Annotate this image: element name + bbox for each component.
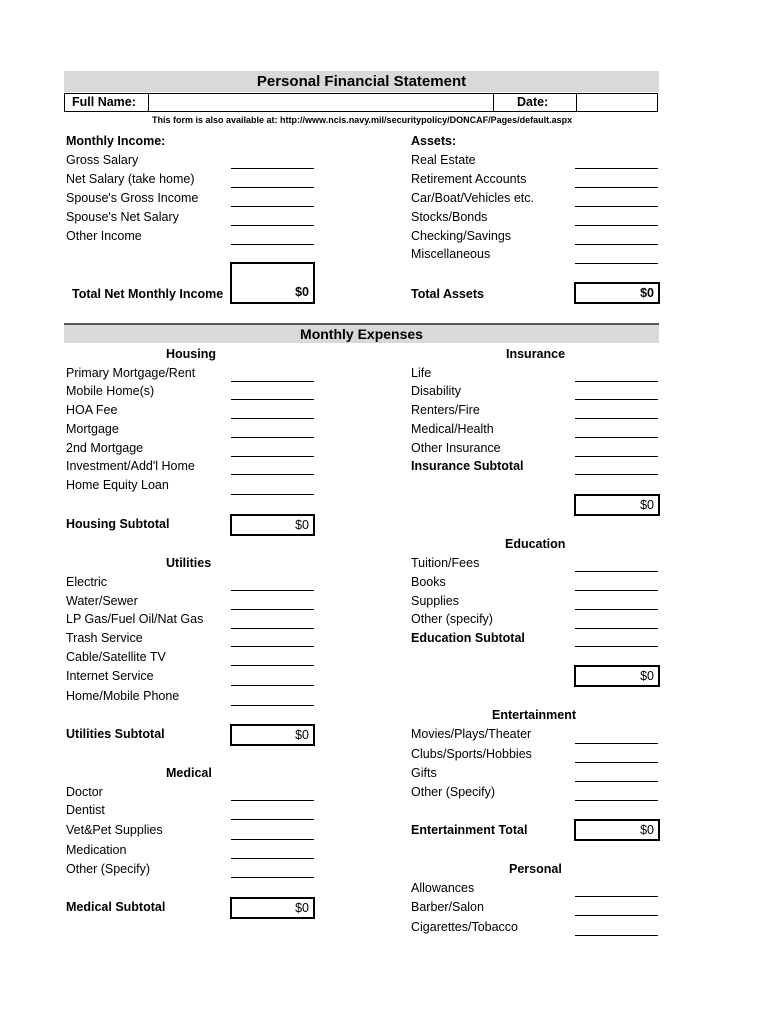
insurance-subtotal-box: $0: [574, 494, 660, 516]
education-item: Books: [411, 575, 446, 589]
education-input-line[interactable]: [575, 628, 658, 629]
housing-item: Mortgage: [66, 422, 119, 436]
income-item: Spouse's Gross Income: [66, 191, 199, 205]
housing-item: Primary Mortgage/Rent: [66, 366, 196, 380]
education-item: Tuition/Fees: [411, 556, 480, 570]
utilities-item: Water/Sewer: [66, 594, 138, 608]
medical-input-line[interactable]: [231, 819, 314, 820]
utilities-input-line[interactable]: [231, 685, 314, 686]
total-income-box: $0: [230, 262, 315, 304]
education-input-line[interactable]: [575, 590, 658, 591]
entertainment-total-box: $0: [574, 819, 660, 841]
insurance-item: Other Insurance: [411, 441, 501, 455]
medical-item: Doctor: [66, 785, 103, 799]
income-item: Other Income: [66, 229, 142, 243]
medical-item: Medication: [66, 843, 127, 857]
full-name-label: Full Name:: [72, 95, 136, 109]
housing-input-line[interactable]: [231, 437, 314, 438]
entertainment-input-line[interactable]: [575, 781, 658, 782]
insurance-input-line[interactable]: [575, 474, 658, 475]
entertainment-item: Other (Specify): [411, 785, 496, 799]
personal-heading: Personal: [509, 862, 562, 876]
education-item: Other (specify): [411, 612, 493, 626]
utilities-input-line[interactable]: [231, 705, 314, 706]
entertainment-item: Movies/Plays/Theater: [411, 727, 532, 741]
insurance-input-line[interactable]: [575, 437, 658, 438]
personal-input-line[interactable]: [575, 915, 658, 916]
housing-subtotal-label: Housing Subtotal: [66, 517, 170, 531]
utilities-item: Home/Mobile Phone: [66, 689, 180, 703]
entertainment-input-line[interactable]: [575, 800, 658, 801]
utilities-input-line[interactable]: [231, 628, 314, 629]
entertainment-item: Clubs/Sports/Hobbies: [411, 747, 532, 761]
asset-input-line[interactable]: [575, 225, 658, 226]
utilities-item: Cable/Satellite TV: [66, 650, 166, 664]
personal-item: Barber/Salon: [411, 900, 484, 914]
medical-subtotal-label: Medical Subtotal: [66, 900, 166, 914]
form-title: Personal Financial Statement: [64, 71, 659, 92]
entertainment-item: Gifts: [411, 766, 437, 780]
education-subtotal-label: Education Subtotal: [411, 631, 525, 645]
asset-item: Stocks/Bonds: [411, 210, 488, 224]
income-item: Spouse's Net Salary: [66, 210, 179, 224]
housing-heading: Housing: [166, 347, 216, 361]
income-input-line[interactable]: [231, 187, 314, 188]
asset-item: Checking/Savings: [411, 229, 512, 243]
medical-input-line[interactable]: [231, 839, 314, 840]
utilities-item: Trash Service: [66, 631, 143, 645]
full-name-field[interactable]: [151, 94, 491, 111]
insurance-item: Disability: [411, 384, 462, 398]
asset-input-line[interactable]: [575, 244, 658, 245]
asset-item: Car/Boat/Vehicles etc.: [411, 191, 534, 205]
utilities-subtotal-box: $0: [230, 724, 315, 746]
availability-note: This form is also available at: http://www.ncis.navy.mil/securitypolicy/DONCAF/Pages/default.aspx: [152, 115, 573, 125]
utilities-subtotal-label: Utilities Subtotal: [66, 727, 165, 741]
education-heading: Education: [505, 537, 566, 551]
income-input-line[interactable]: [231, 168, 314, 169]
housing-subtotal-box: $0: [230, 514, 315, 536]
housing-input-line[interactable]: [231, 494, 314, 495]
income-input-line[interactable]: [231, 244, 314, 245]
utilities-input-line[interactable]: [231, 646, 314, 647]
medical-subtotal-box: $0: [230, 897, 315, 919]
insurance-item: Life: [411, 366, 432, 380]
education-item: Supplies: [411, 594, 459, 608]
personal-input-line[interactable]: [575, 935, 658, 936]
education-subtotal-box: $0: [574, 665, 660, 687]
income-heading: Monthly Income:: [66, 134, 166, 148]
insurance-heading: Insurance: [506, 347, 566, 361]
housing-item: Investment/Add'l Home: [66, 459, 195, 473]
housing-input-line[interactable]: [231, 456, 314, 457]
personal-input-line[interactable]: [575, 896, 658, 897]
entertainment-total-label: Entertainment Total: [411, 823, 528, 837]
asset-item: Retirement Accounts: [411, 172, 527, 186]
income-item: Net Salary (take home): [66, 172, 195, 186]
entertainment-heading: Entertainment: [492, 708, 577, 722]
housing-input-line[interactable]: [231, 399, 314, 400]
housing-item: Home Equity Loan: [66, 478, 169, 492]
asset-input-line[interactable]: [575, 187, 658, 188]
medical-item: Vet&Pet Supplies: [66, 823, 163, 837]
insurance-input-line[interactable]: [575, 381, 658, 382]
personal-item: Allowances: [411, 881, 475, 895]
insurance-input-line[interactable]: [575, 418, 658, 419]
entertainment-input-line[interactable]: [575, 762, 658, 763]
asset-item: Real Estate: [411, 153, 476, 167]
insurance-input-line[interactable]: [575, 399, 658, 400]
education-input-line[interactable]: [575, 609, 658, 610]
utilities-item: Electric: [66, 575, 107, 589]
income-input-line[interactable]: [231, 206, 314, 207]
housing-item: HOA Fee: [66, 403, 118, 417]
date-field[interactable]: [579, 94, 655, 111]
insurance-item: Renters/Fire: [411, 403, 480, 417]
total-assets-box: $0: [574, 282, 660, 304]
total-assets-label: Total Assets: [411, 287, 484, 301]
insurance-item: Medical/Health: [411, 422, 494, 436]
medical-item: Dentist: [66, 803, 105, 817]
medical-input-line[interactable]: [231, 877, 314, 878]
insurance-subtotal-label: Insurance Subtotal: [411, 459, 524, 473]
utilities-input-line[interactable]: [231, 609, 314, 610]
utilities-heading: Utilities: [166, 556, 212, 570]
medical-item: Other (Specify): [66, 862, 151, 876]
education-input-line[interactable]: [575, 646, 658, 647]
assets-heading: Assets:: [411, 134, 457, 148]
medical-input-line[interactable]: [231, 800, 314, 801]
entertainment-input-line[interactable]: [575, 743, 658, 744]
date-label: Date:: [517, 95, 549, 109]
housing-input-line[interactable]: [231, 474, 314, 475]
medical-heading: Medical: [166, 766, 212, 780]
asset-item: Miscellaneous: [411, 247, 491, 261]
utilities-item: Internet Service: [66, 669, 154, 683]
housing-input-line[interactable]: [231, 381, 314, 382]
income-item: Gross Salary: [66, 153, 139, 167]
total-income-label: Total Net Monthly Income: [72, 287, 224, 301]
utilities-input-line[interactable]: [231, 590, 314, 591]
income-input-line[interactable]: [231, 225, 314, 226]
education-input-line[interactable]: [575, 571, 658, 572]
asset-input-line[interactable]: [575, 168, 658, 169]
housing-input-line[interactable]: [231, 418, 314, 419]
housing-item: Mobile Home(s): [66, 384, 155, 398]
housing-item: 2nd Mortgage: [66, 441, 144, 455]
asset-input-line[interactable]: [575, 206, 658, 207]
personal-item: Cigarettes/Tobacco: [411, 920, 519, 934]
medical-input-line[interactable]: [231, 858, 314, 859]
utilities-item: LP Gas/Fuel Oil/Nat Gas: [66, 612, 204, 626]
monthly-expenses-title: Monthly Expenses: [64, 323, 659, 343]
utilities-input-line[interactable]: [231, 665, 314, 666]
name-date-row: [64, 93, 658, 112]
insurance-input-line[interactable]: [575, 456, 658, 457]
asset-input-line[interactable]: [575, 263, 658, 264]
